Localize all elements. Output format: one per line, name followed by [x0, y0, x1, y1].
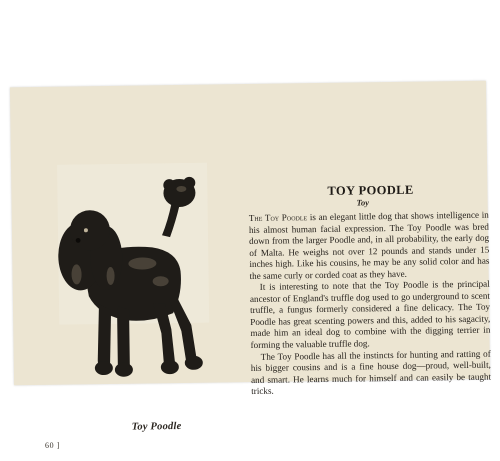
- page-title: TOY POODLE: [327, 182, 414, 198]
- lead-in: The Toy Poodle: [248, 212, 308, 224]
- breed-group: Toy: [356, 197, 370, 208]
- article-body: [249, 210, 492, 398]
- paragraph-1: [249, 210, 490, 283]
- paragraph-2: It is interesting to note that the Toy Poodle is the principal ancestor of England's truffle dog used to go underground to scent truffle, a fungus formerly considered a fine delicacy. The Toy Poodle has great scenting powers and this, added to his sagacity, made him an ideal dog to combine with the digging terrier in forming the valuable truffle dog.: [249, 278, 491, 351]
- image-caption: Toy Poodle: [131, 420, 182, 433]
- page-number: 60 ]: [44, 440, 61, 450]
- toy-poodle-illustration: [51, 163, 214, 395]
- paragraph-1-text: is an elegant little dog that shows intelligence in his almost human facial expression. The Toy Poodle was bred down from the larger Poodle and, in all probability, the early dog of Malta. He weighs not over 12 pounds and stands under 15 inches high. Like his cousins, he may be any solid color and has the same curly or corded coat as they have.: [248, 209, 490, 281]
- book-page: [10, 81, 492, 450]
- paragraph-3: The Toy Poodle has all the instincts for hunting and ratting of his bigger cousins and is a fine house dog—proud, well-built, and smart. He learns much for himself and can easily be taught tricks.: [250, 348, 492, 397]
